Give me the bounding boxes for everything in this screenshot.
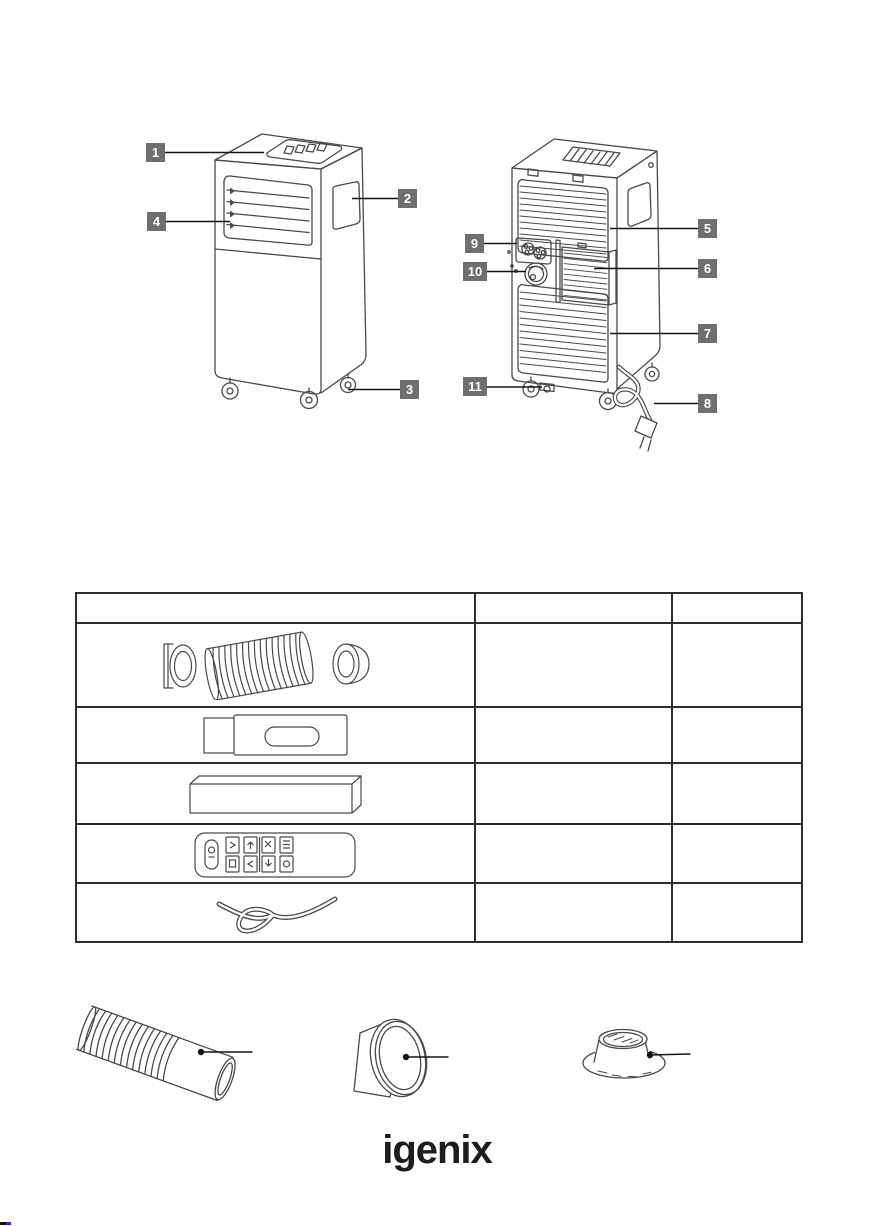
cell-empty <box>672 707 802 763</box>
table-row <box>76 824 802 883</box>
cell-empty <box>475 623 672 707</box>
cell-item-image <box>76 824 475 883</box>
remote-control-icon <box>193 828 358 880</box>
rear-top-face <box>512 139 657 178</box>
drain-outlet <box>515 263 547 285</box>
callout-drain-outlet: 10 <box>463 262 487 281</box>
scan-artifact <box>0 1222 11 1225</box>
cell-empty <box>672 763 802 824</box>
callout-bottom-drain: 11 <box>463 377 487 396</box>
igenix-logo: igenix <box>382 1128 492 1172</box>
window-adaptor-figure <box>354 1014 433 1102</box>
cell-empty <box>672 883 802 942</box>
side-window <box>628 183 651 226</box>
callout-upper-grille: 5 <box>698 219 717 238</box>
cell-item-image <box>76 763 475 824</box>
callout-front-louvres: 4 <box>147 212 166 231</box>
callout-castor-wheels: 3 <box>400 380 419 399</box>
header-cell-right <box>672 593 802 623</box>
callout-power-plug: 8 <box>698 394 717 413</box>
hose-figures <box>75 1006 690 1103</box>
foam-seal-icon <box>186 771 366 817</box>
cell-empty <box>475 763 672 824</box>
cell-empty <box>475 824 672 883</box>
table-row <box>76 883 802 942</box>
power-cord <box>615 367 657 451</box>
header-cell-item <box>76 593 475 623</box>
callout-control-panel: 1 <box>146 143 165 162</box>
accessories-table <box>75 592 803 943</box>
cell-empty <box>672 824 802 883</box>
front-casters <box>222 374 356 409</box>
exhaust-hose-figure <box>75 1006 239 1103</box>
cell-item-image <box>76 883 475 942</box>
exhaust-hose-assembly-icon <box>161 630 391 700</box>
side-panel <box>333 182 360 229</box>
front-view-drawing <box>215 134 366 409</box>
cable-tie-icon <box>211 888 341 938</box>
cell-empty <box>475 707 672 763</box>
rear-view-drawing <box>508 139 660 451</box>
callout-air-filter: 6 <box>698 259 717 278</box>
callout-side-panel: 2 <box>398 189 417 208</box>
cell-item-image <box>76 623 475 707</box>
callout-lower-grille: 7 <box>698 324 717 343</box>
cell-empty <box>475 883 672 942</box>
rear-side-face <box>617 151 660 389</box>
table-row <box>76 763 802 824</box>
cell-item-image <box>76 707 475 763</box>
front-grille <box>224 176 312 245</box>
cell-empty <box>672 623 802 707</box>
callout-drain-panel: 9 <box>465 234 484 253</box>
table-header-row <box>76 593 802 623</box>
table-row <box>76 707 802 763</box>
table-row <box>76 623 802 707</box>
header-cell-middle <box>475 593 672 623</box>
window-slider-kit-icon <box>201 712 351 758</box>
front-face <box>215 160 321 394</box>
